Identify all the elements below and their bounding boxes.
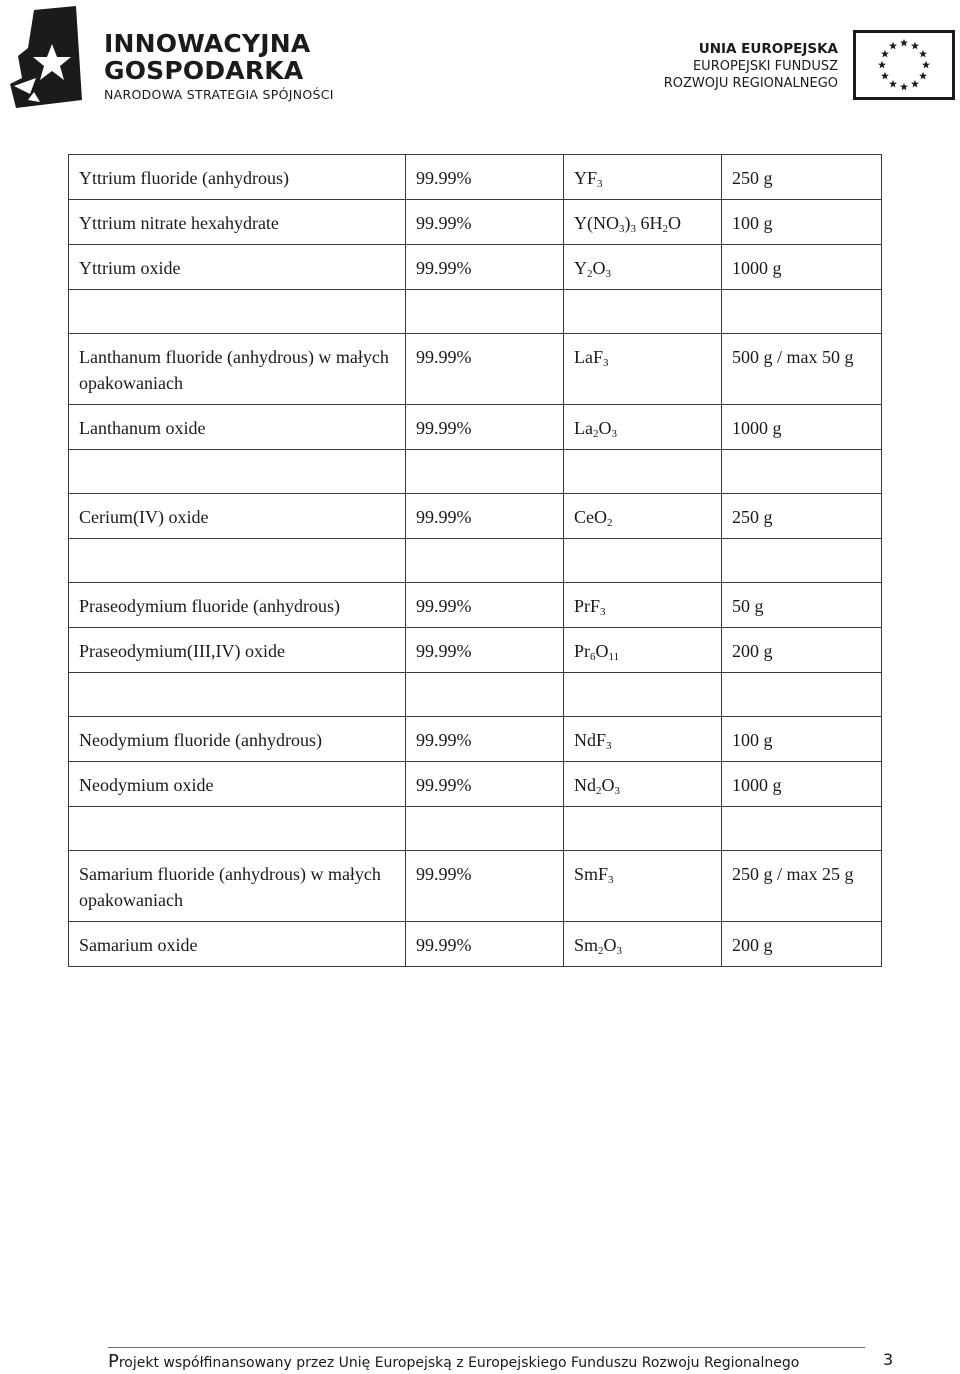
logo-line-3: NARODOWA STRATEGIA SPÓJNOŚCI — [104, 87, 334, 102]
cell-amount: 100 g — [722, 200, 882, 245]
cell-formula — [564, 628, 722, 673]
cell-name: Praseodymium fluoride (anhydrous) — [69, 583, 406, 628]
eu-line-2: EUROPEJSKI FUNDUSZ — [692, 59, 838, 74]
footer-first-letter: P — [108, 1351, 119, 1372]
cell-formula — [564, 200, 722, 245]
cell-name: Lanthanum fluoride (anhydrous) w małych opakowaniach — [69, 334, 406, 405]
formula-subscript: 2 — [596, 785, 602, 797]
cell-purity: 99.99% — [406, 245, 564, 290]
cell-name — [69, 290, 406, 334]
cell-purity: 99.99% — [406, 494, 564, 539]
cell-amount: 200 g — [722, 922, 882, 967]
formula-subscript: 2 — [592, 428, 599, 440]
cell-amount — [722, 807, 882, 851]
formula-part: Y(NO — [574, 213, 619, 233]
cell-amount: 1000 g — [722, 245, 882, 290]
cell-name — [69, 539, 406, 583]
cell-amount: 1000 g — [722, 762, 882, 807]
formula-subscript: 3 — [616, 945, 623, 957]
table-row-empty — [69, 450, 882, 494]
cell-formula — [564, 290, 722, 334]
formula-subscript: 2 — [587, 268, 593, 280]
innowacyjna-gospodarka-wordmark — [104, 30, 334, 104]
formula-part: Y — [574, 258, 587, 278]
formula-part: Sm — [574, 935, 599, 955]
cell-amount: 200 g — [722, 628, 882, 673]
formula-subscript: 3 — [619, 223, 625, 235]
formula-subscript: 3 — [614, 785, 620, 797]
formula-subscript: 3 — [600, 606, 606, 618]
formula-part: O — [668, 213, 681, 233]
cell-name: Neodymium oxide — [69, 762, 406, 807]
cell-name — [69, 673, 406, 717]
table-row — [69, 245, 882, 290]
products-table — [68, 154, 882, 967]
eu-line-3: ROZWOJU REGIONALNEGO — [663, 76, 838, 91]
cell-name: Cerium(IV) oxide — [69, 494, 406, 539]
cell-name: Yttrium fluoride (anhydrous) — [69, 155, 406, 200]
table-row — [69, 405, 882, 450]
formula-part: 6H — [636, 213, 663, 233]
footer-divider — [108, 1347, 865, 1348]
formula-part: O — [603, 935, 617, 955]
table-row — [69, 155, 882, 200]
formula-part: O — [601, 775, 615, 795]
cell-purity: 99.99% — [406, 583, 564, 628]
cell-amount — [722, 539, 882, 583]
cell-formula — [564, 155, 722, 200]
table-row-empty — [69, 539, 882, 583]
page-header — [0, 0, 960, 120]
formula-part: ) — [624, 213, 631, 233]
cell-name — [69, 807, 406, 851]
cell-purity: 99.99% — [406, 334, 564, 405]
table-row-empty — [69, 807, 882, 851]
cell-purity — [406, 539, 564, 583]
cell-purity — [406, 673, 564, 717]
cell-formula — [564, 539, 722, 583]
cell-purity: 99.99% — [406, 717, 564, 762]
cell-amount — [722, 673, 882, 717]
cell-formula — [564, 245, 722, 290]
cell-formula — [564, 851, 722, 922]
cell-name — [69, 450, 406, 494]
eu-wordmark — [664, 41, 838, 92]
cell-purity: 99.99% — [406, 922, 564, 967]
formula-subscript: 3 — [611, 428, 617, 440]
cell-formula — [564, 807, 722, 851]
cell-purity: 99.99% — [406, 762, 564, 807]
cell-name: Neodymium fluoride (anhydrous) — [69, 717, 406, 762]
footer-text — [108, 1351, 799, 1372]
cell-amount: 1000 g — [722, 405, 882, 450]
eu-flag-icon — [853, 30, 955, 100]
formula-subscript: 3 — [603, 357, 609, 369]
formula-subscript: 3 — [630, 223, 636, 235]
cell-amount: 250 g — [722, 494, 882, 539]
formula-subscript: 3 — [597, 178, 603, 190]
cell-purity — [406, 450, 564, 494]
cell-formula — [564, 583, 722, 628]
formula-subscript: 2 — [598, 945, 604, 957]
cell-amount: 500 g / max 50 g — [722, 334, 882, 405]
formula-part: O — [592, 258, 606, 278]
cell-formula — [564, 450, 722, 494]
cell-amount: 100 g — [722, 717, 882, 762]
cell-formula — [564, 922, 722, 967]
cell-formula — [564, 405, 722, 450]
cell-name: Yttrium oxide — [69, 245, 406, 290]
formula-part: F — [587, 168, 598, 188]
cell-formula — [564, 334, 722, 405]
table-row — [69, 494, 882, 539]
cell-purity — [406, 290, 564, 334]
cell-name: Samarium fluoride (anhydrous) w małych opakowaniach — [69, 851, 406, 922]
cell-amount: 50 g — [722, 583, 882, 628]
formula-part: NdF — [574, 730, 607, 750]
cell-amount — [722, 450, 882, 494]
table-row — [69, 851, 882, 922]
cell-purity: 99.99% — [406, 628, 564, 673]
formula-part: La — [574, 418, 593, 438]
cell-name: Lanthanum oxide — [69, 405, 406, 450]
formula-part: SmF — [574, 864, 609, 884]
logo-line-1: INNOWACYJNA — [104, 29, 311, 58]
cell-name: Samarium oxide — [69, 922, 406, 967]
formula-subscript: 2 — [662, 223, 668, 235]
page-number: 3 — [883, 1350, 894, 1369]
formula-subscript: 3 — [605, 268, 611, 280]
cell-formula — [564, 717, 722, 762]
table-row — [69, 334, 882, 405]
formula-subscript: 6 — [590, 651, 596, 663]
formula-subscript: 11 — [608, 651, 620, 663]
formula-part: PrF — [574, 596, 601, 616]
cell-amount: 250 g — [722, 155, 882, 200]
cell-formula — [564, 494, 722, 539]
logo-line-2: GOSPODARKA — [104, 56, 304, 85]
formula-part: O — [595, 641, 609, 661]
formula-subscript: 3 — [606, 740, 612, 752]
table-row-empty — [69, 673, 882, 717]
cell-name: Yttrium nitrate hexahydrate — [69, 200, 406, 245]
cell-formula — [564, 762, 722, 807]
cell-name: Praseodymium(III,IV) oxide — [69, 628, 406, 673]
table-row — [69, 628, 882, 673]
cell-formula — [564, 673, 722, 717]
cell-purity: 99.99% — [406, 405, 564, 450]
table-row — [69, 762, 882, 807]
formula-part: O — [598, 418, 612, 438]
formula-part: CeO — [574, 507, 607, 527]
cell-purity: 99.99% — [406, 200, 564, 245]
formula-part: Nd — [574, 775, 596, 795]
footer-text-rest: rojekt współfinansowany przez Unię Europejską z Europejskiego Funduszu Rozwoju Regionalnego — [118, 1355, 800, 1371]
table-row — [69, 583, 882, 628]
table-row — [69, 717, 882, 762]
table-row-empty — [69, 290, 882, 334]
formula-part: Y — [574, 168, 587, 188]
cell-purity: 99.99% — [406, 155, 564, 200]
cell-amount — [722, 290, 882, 334]
table-row — [69, 200, 882, 245]
cell-amount: 250 g / max 25 g — [722, 851, 882, 922]
formula-subscript: 2 — [607, 517, 613, 529]
cell-purity — [406, 807, 564, 851]
formula-part: LaF — [574, 347, 603, 367]
formula-subscript: 3 — [608, 874, 614, 886]
formula-part: Pr — [574, 641, 591, 661]
innowacyjna-gospodarka-logo-icon — [6, 4, 96, 108]
cell-purity: 99.99% — [406, 851, 564, 922]
table-row — [69, 922, 882, 967]
eu-line-1: UNIA EUROPEJSKA — [698, 41, 838, 57]
